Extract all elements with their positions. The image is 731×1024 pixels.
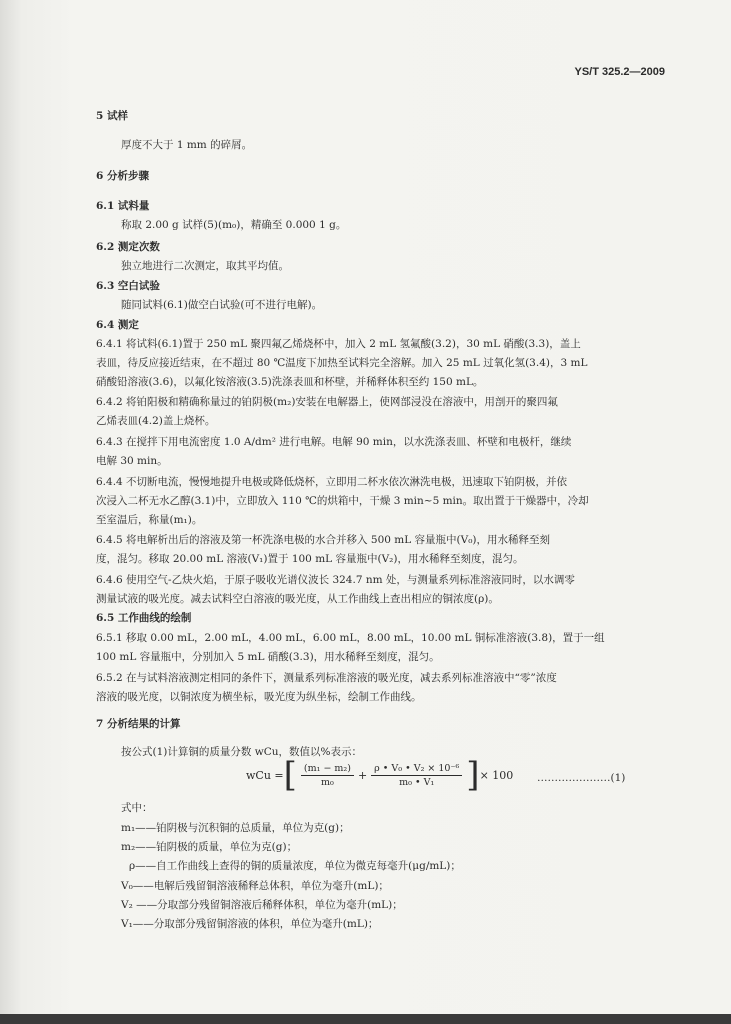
formula-fraction-1 (301, 763, 354, 788)
para-6-4-3-line-1: 6.4.3 在搅拌下用电流密度 1.0 A/dm² 进行电解。电解 90 min，以水洗涤表皿、杯壁和电极杆，继续 (96, 436, 572, 448)
section-7-intro: 按公式(1)计算铜的质量分数 wCu，数值以%表示： (121, 746, 362, 758)
section-6-4-title: 6.4 测定 (96, 319, 139, 331)
definition-v0: V₀——电解后残留铜溶液稀释总体积，单位为毫升(mL)； (121, 880, 389, 892)
para-6-5-1-line-1: 6.5.1 移取 0.00 mL，2.00 mL，4.00 mL，6.00 mL，8.00 mL，10.00 mL 铜标准溶液(3.8)，置于一组 (96, 632, 605, 644)
section-5-title: 5 试样 (96, 110, 128, 122)
section-6-3-title: 6.3 空白试验 (96, 280, 160, 292)
section-6-3-body: 随同试料(6.1)做空白试验(可不进行电解)。 (121, 299, 323, 311)
section-6-2-body: 独立地进行二次测定，取其平均值。 (121, 260, 289, 272)
section-7-title: 7 分析结果的计算 (96, 718, 181, 730)
formula-lhs: wCu = (246, 768, 284, 782)
fraction-2-numerator: ρ • V₀ • V₂ × 10⁻⁶ (371, 763, 462, 776)
formula-fraction-2 (371, 763, 462, 788)
para-6-4-5-line-2: 度，混匀。移取 20.00 mL 溶液(V₁)置于 100 mL 容量瓶中(V₂)，用水稀释至刻度，混匀。 (96, 553, 524, 565)
para-6-5-2-line-2: 溶液的吸光度，以铜浓度为横坐标，吸光度为纵坐标，绘制工作曲线。 (96, 691, 422, 703)
para-6-4-1-line-1: 6.4.1 将试料(6.1)置于 250 mL 聚四氟乙烯烧杯中，加入 2 mL 氢氟酸(3.2)，30 mL 硝酸(3.3)，盖上 (96, 338, 581, 350)
section-6-title: 6 分析步骤 (96, 170, 149, 182)
equation-number: …………………(1) (537, 772, 626, 784)
fraction-2-denominator: m₀ • V₁ (399, 776, 435, 788)
formula-left-bracket: [ (283, 755, 297, 795)
para-6-4-6-line-1: 6.4.6 使用空气-乙炔火焰，于原子吸收光谱仪波长 324.7 nm 处，与测量系列标准溶液同时，以水调零 (96, 574, 575, 586)
para-6-4-2-line-2: 乙烯表皿(4.2)盖上烧杯。 (96, 415, 216, 427)
definition-m1: m₁——铂阴极与沉积铜的总质量，单位为克(g)； (121, 822, 350, 834)
scan-bottom-edge (0, 1014, 731, 1024)
standard-number: YS/T 325.2—2009 (574, 66, 665, 78)
para-6-5-1-line-2: 100 mL 容量瓶中，分别加入 5 mL 硝酸(3.3)，用水稀释至刻度，混匀。 (96, 651, 440, 663)
formula-tail: × 100 (479, 768, 514, 782)
para-6-5-2-line-1: 6.5.2 在与试料溶液测定相同的条件下，测量系列标准溶液的吸光度，减去系列标准溶液中“零”浓度 (96, 672, 557, 684)
para-6-4-5-line-1: 6.4.5 将电解析出后的溶液及第一杯洗涤电极的水合并移入 500 mL 容量瓶中(V₀)，用水稀释至刻 (96, 534, 551, 546)
fraction-1-numerator: (m₁ − m₂) (301, 763, 354, 776)
section-6-5-title: 6.5 工作曲线的绘制 (96, 612, 192, 624)
section-6-1-title: 6.1 试料量 (96, 200, 150, 212)
formula-1 (246, 755, 514, 795)
section-6-1-body: 称取 2.00 g 试样(5)(m₀)，精确至 0.000 1 g。 (121, 219, 347, 231)
para-6-4-3-line-2: 电解 30 min。 (96, 455, 168, 467)
definition-v2: V₂ ——分取部分残留铜溶液后稀释体积，单位为毫升(mL)； (121, 899, 403, 911)
para-6-4-4-line-1: 6.4.4 不切断电流，慢慢地提升电极或降低烧杯，立即用二杯水依次淋洗电极，迅速取下铂阴极，并依 (96, 476, 568, 488)
para-6-4-6-line-2: 测量试液的吸光度。减去试料空白溶液的吸光度，从工作曲线上查出相应的铜浓度(ρ)。 (96, 593, 499, 605)
where-label: 式中： (121, 802, 153, 814)
para-6-4-4-line-2: 次浸入二杯无水乙醇(3.1)中，立即放入 110 ℃的烘箱中，干燥 3 min~5 min。取出置于干燥器中，冷却 (96, 495, 589, 507)
para-6-4-4-line-3: 至室温后，称量(m₁)。 (96, 514, 203, 526)
formula-plus: + (357, 768, 368, 782)
fraction-1-denominator: m₀ (321, 776, 334, 788)
section-5-body: 厚度不大于 1 mm 的碎屑。 (121, 139, 253, 151)
formula-right-bracket: ] (466, 755, 480, 795)
para-6-4-2-line-1: 6.4.2 将铂阳极和精确称量过的铂阴极(m₂)安装在电解器上，使网部浸没在溶液中，用剖开的聚四氟 (96, 396, 558, 408)
para-6-4-1-line-2: 表皿，待反应接近结束，在不超过 80 ℃温度下加热至试料完全溶解。加入 25 mL 过氧化氢(3.4)，3 mL (96, 357, 588, 369)
para-6-4-1-line-3: 硝酸铅溶液(3.6)，以氟化铵溶液(3.5)洗涤表皿和杯壁，并稀释体积至约 150 mL。 (96, 376, 484, 388)
definition-m2: m₂——铂阴极的质量，单位为克(g)； (121, 841, 298, 853)
section-6-2-title: 6.2 测定次数 (96, 241, 160, 253)
definition-v1: V₁——分取部分残留铜溶液的体积，单位为毫升(mL)； (121, 918, 379, 930)
definition-rho: ρ——自工作曲线上查得的铜的质量浓度，单位为微克每毫升(μg/mL)； (129, 860, 461, 872)
